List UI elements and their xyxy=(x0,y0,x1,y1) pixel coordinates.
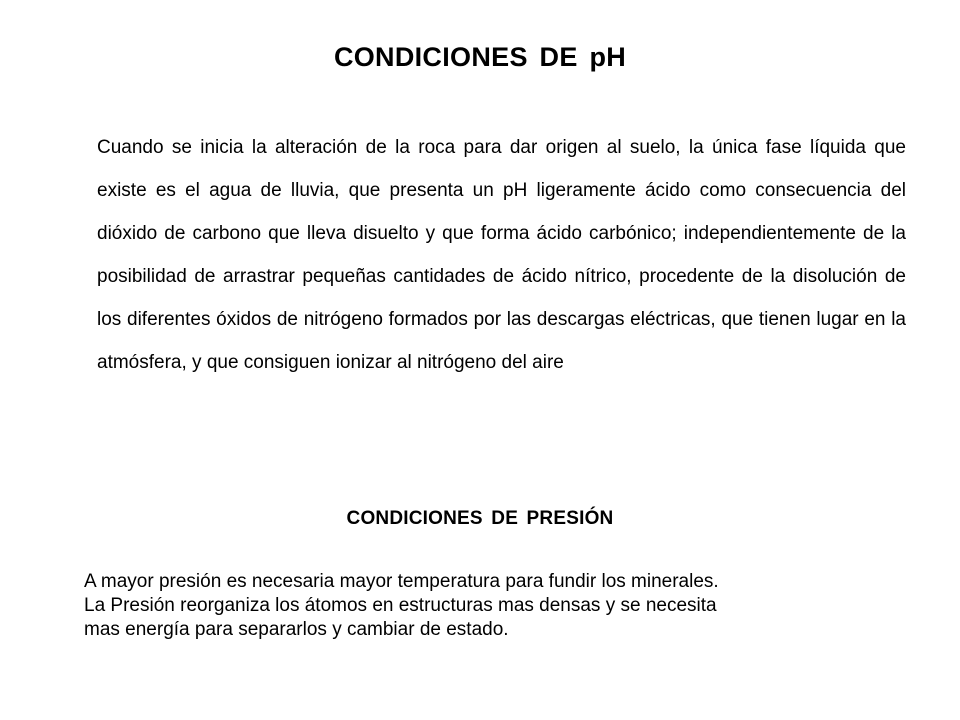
ph-section-title: CONDICIONES DE pH xyxy=(333,42,627,72)
ph-section-paragraph: Cuando se inicia la alteración de la roca para dar origen al suelo, la única fase líquida que existe es el agua de lluvia, que presenta un pH ligeramente ácido como consecuencia del dióxido de carbono que lleva disuelto y que forma ácido carbónico; independientemente de la posibilidad de arrastrar pequeñas cantidades de ácido nítrico, procedente de la disolución de los diferentes óxidos de nitrógeno formados por las descargas eléctricas, que tienen lugar en la atmósfera, y que consiguen ionizar al nitrógeno del aire xyxy=(97,137,906,373)
pressure-paragraph-line: La Presión reorganiza los átomos en estructuras mas densas y se necesita xyxy=(84,595,717,616)
pressure-section-title: CONDICIONES DE PRESIÓN xyxy=(346,508,614,529)
pressure-paragraph-line: A mayor presión es necesaria mayor temperatura para fundir los minerales. xyxy=(84,571,719,592)
pressure-section-paragraph xyxy=(84,570,904,642)
pressure-paragraph-line: mas energía para separarlos y cambiar de estado. xyxy=(84,619,509,640)
